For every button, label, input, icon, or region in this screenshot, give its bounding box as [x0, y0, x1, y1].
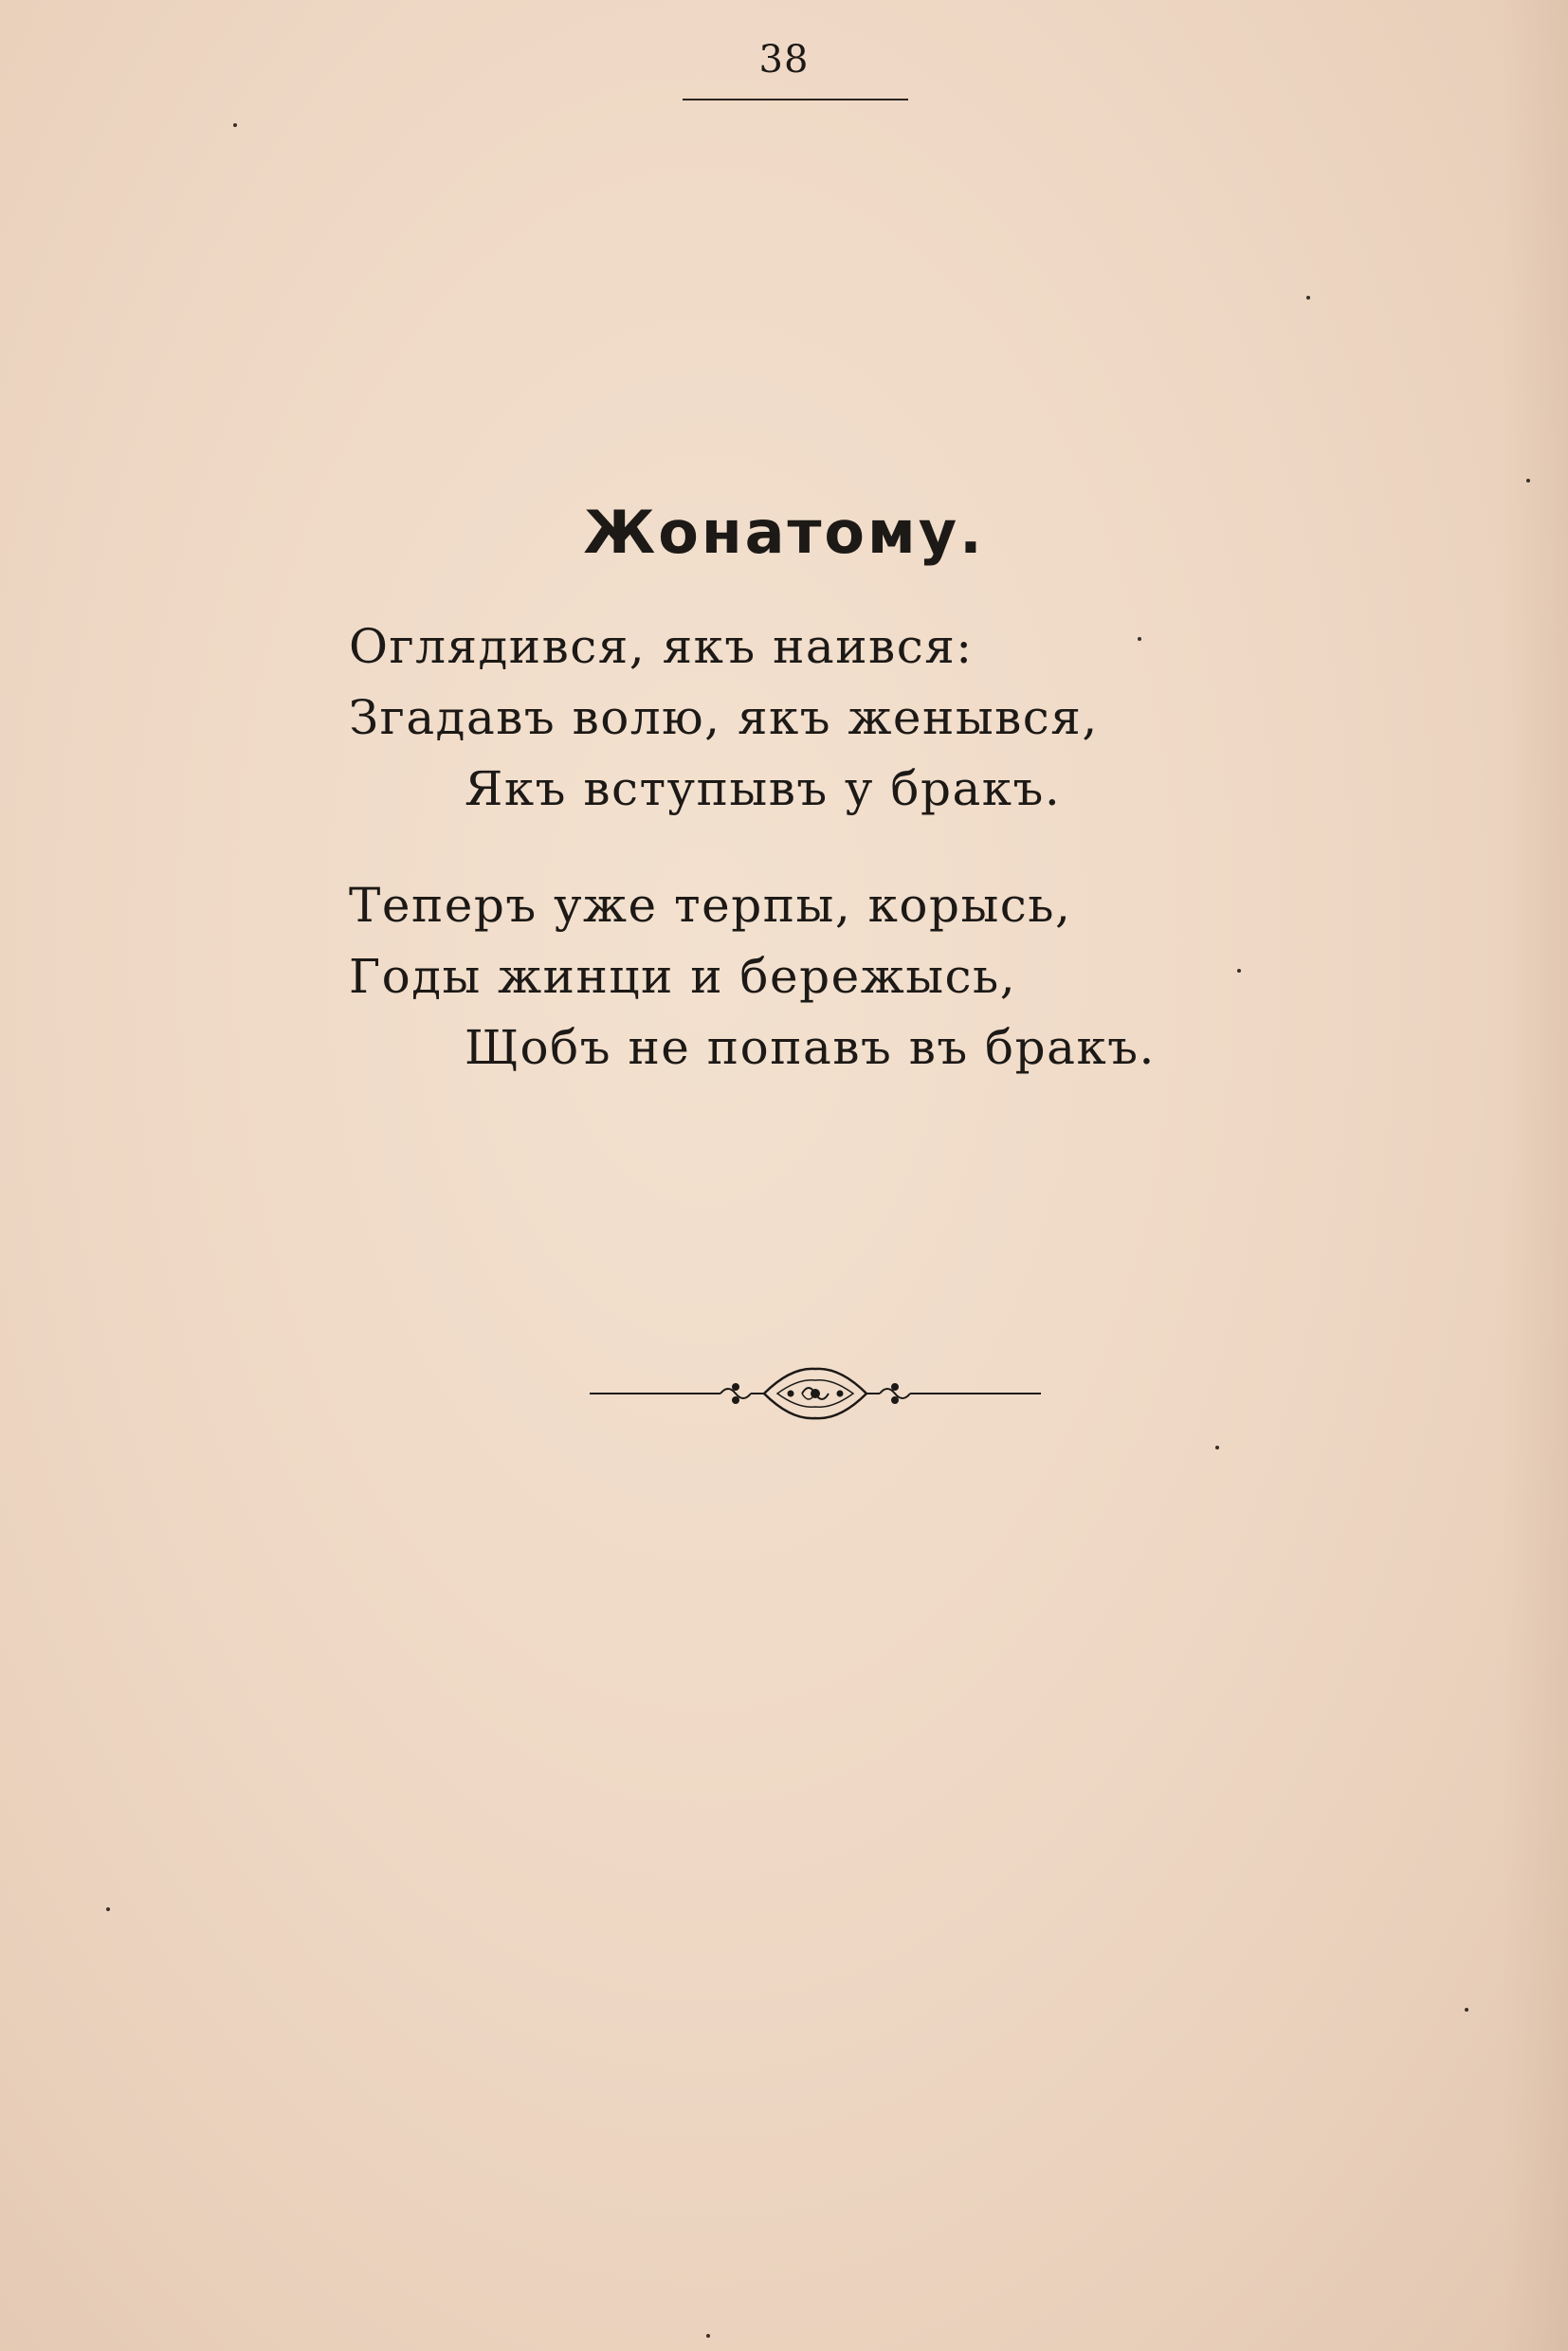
stanza-2: [349, 870, 1156, 1084]
paper-speck: [106, 1907, 110, 1911]
poem-line-indented: Якъ вступывъ у бракъ.: [465, 761, 1062, 816]
paper-speck: [706, 2334, 710, 2338]
poem-line: Годы жинци и бережысь,: [349, 949, 1017, 1004]
poem-title: Жонатому.: [583, 498, 985, 567]
poem-line: Згадавъ волю, якъ женывся,: [349, 690, 1099, 745]
paper-speck: [233, 123, 237, 127]
fleuron-icon: [588, 1356, 1043, 1435]
header-rule: [683, 99, 908, 100]
paper-speck: [1465, 2008, 1468, 2012]
poem-line-indented: Щобъ не попавъ въ бракъ.: [465, 1020, 1156, 1075]
paper-speck: [1138, 637, 1141, 641]
poem-line: Оглядився, якъ наився:: [349, 619, 974, 674]
page-edge-shadow: [1502, 0, 1568, 2351]
paper-speck: [1526, 479, 1530, 483]
paper-speck: [1215, 1446, 1219, 1449]
page-number: 38: [758, 38, 810, 82]
paper-speck: [1237, 969, 1241, 973]
poem-line: Теперъ уже терпы, корысь,: [349, 878, 1072, 933]
stanza-1: [349, 611, 1099, 825]
paper-speck: [1306, 296, 1310, 300]
